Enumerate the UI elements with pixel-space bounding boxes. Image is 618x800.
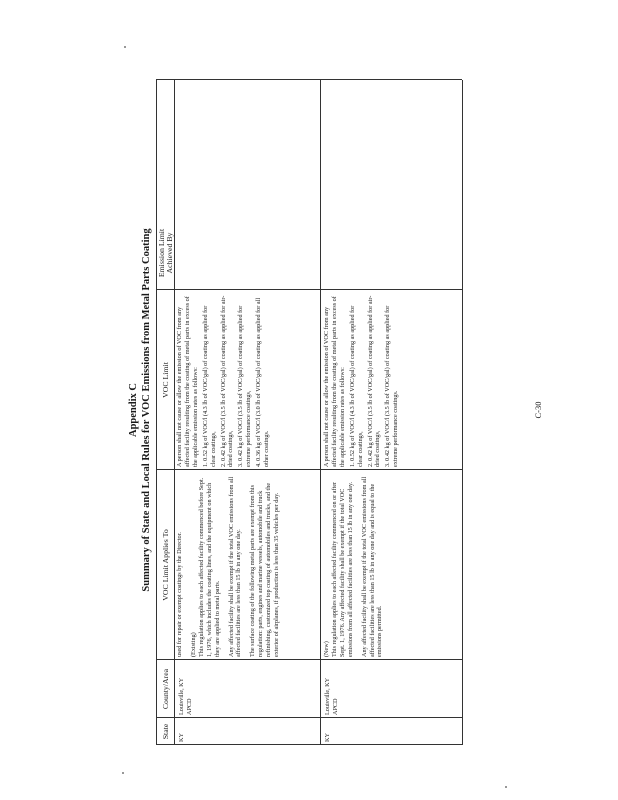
page-number: C-30 [533, 401, 543, 419]
table-row-2-voc-limit [323, 293, 402, 467]
table-row-1-area: Louisville, KY APCD [178, 678, 193, 715]
header-voc-applies-to: VOC Limit Applies To [161, 529, 170, 601]
header-divider [174, 80, 175, 745]
header-county-area: County/Area [161, 668, 170, 710]
applies-to-text: (New) [323, 641, 330, 657]
table-row-1-applies-to [176, 473, 287, 657]
rotated-table-page [118, 60, 548, 760]
column-divider [156, 659, 462, 660]
voc-limit-text: A person shall not cause or allow the emission of VOC from any affected facility resulting from the coating of metal parts in excess of the applicable emission rates as follows: [176, 296, 199, 467]
table-border-right [156, 79, 462, 80]
column-divider [156, 469, 462, 470]
applies-to-text: Any affected facility shall be exempt if the total VOC emissions from all affected facilities are less than 15 lb in any one day. [227, 476, 243, 657]
applies-to-text: used for repair or exempt coatings by the Director. [176, 532, 183, 657]
row-divider [320, 80, 321, 745]
header-state: State [161, 723, 170, 740]
table-row-2-state: KY [324, 733, 331, 742]
voc-limit-text: A person shall not cause or allow the emission of VOC from any affected facility resulting from the coating of metal parts in excess of the applicable emission rates as follows: [323, 296, 346, 467]
column-divider [156, 717, 462, 718]
applies-to-text: The surface coating of the following metal parts are exempt from this regulation: parts, engines and marine vessels, automobile and truck refinishing, customized top coating of automobiles and trucks, and the exterior of airplanes, if production is less than 35 vehicles per day. [249, 482, 281, 657]
table-border-left [156, 744, 462, 745]
voc-limit-text: 1. 0.52 kg of VOC/l (4.3 lb of VOC/gal) of coating as applied for clear coatings, [348, 305, 364, 467]
column-divider [156, 289, 462, 290]
table-title: Summary of State and Local Rules for VOC Emissions from Metal Parts Coating [141, 228, 152, 592]
table-border-bottom [462, 80, 463, 745]
voc-limit-text: 2. 0.42 kg of VOC/l (3.5 lb of VOC/gal) of coating as applied for air-dried coatings, [366, 295, 382, 467]
appendix-title: Appendix C [128, 383, 139, 437]
header-emission-limit: Emission Limit Achieved By [157, 228, 174, 278]
applies-to-text: This regulation applies to each affected facility commenced before Sept. 1, 1976, which includes the coating lines, and the equipment on which they are applied to metal parts. [197, 477, 221, 657]
header-voc-limit: VOC Limit [161, 362, 170, 398]
applies-to-text: This regulation applies to each affected facility commenced on or after Sept. 1, 1976. Any affected facility shall be exempt if the total VOC emissions from all affected facilities are less than 15 lb in any one day. [330, 481, 354, 657]
scan-speck [505, 786, 507, 788]
table-row-1-voc-limit [176, 293, 273, 467]
voc-limit-text: 3. 0.42 kg of VOC/l (3.5 lb of VOC/gal) of coating as applied for extreme performance coatings. [384, 305, 400, 467]
voc-limit-text: 3. 0.42 kg of VOC/l (3.5 lb of VOC/gal) of coating as applied for extreme performance coatings, [237, 305, 253, 467]
applies-to-text: (Existing) [189, 632, 197, 657]
table-row-2-area: Louisville, KY APCD [324, 678, 339, 715]
table-row-2-applies-to [323, 473, 390, 657]
voc-limit-text: 2. 0.42 kg of VOC/l (3.5 lb of VOC/gal) of coating as applied for air-dried coatings, [219, 295, 235, 467]
table-border-top [156, 80, 157, 745]
voc-limit-text: 1. 0.52 kg of VOC/l (4.3 lb of VOC/gal) of coating as applied for clear coatings, [201, 305, 217, 467]
applies-to-text: Any affected facility shall be exempt if the total VOC emissions from all affected facilities are less than 15 lb in any one day and is equal to the emissions permitted. [360, 476, 384, 657]
scan-speck [124, 46, 126, 48]
table-row-1-state: KY [178, 733, 185, 742]
voc-limit-text: 4. 0.36 kg of VOC/l (3.0 lb of VOC/gal) of coating as applied for all other coatings. [255, 297, 271, 467]
scan-speck [122, 772, 124, 774]
